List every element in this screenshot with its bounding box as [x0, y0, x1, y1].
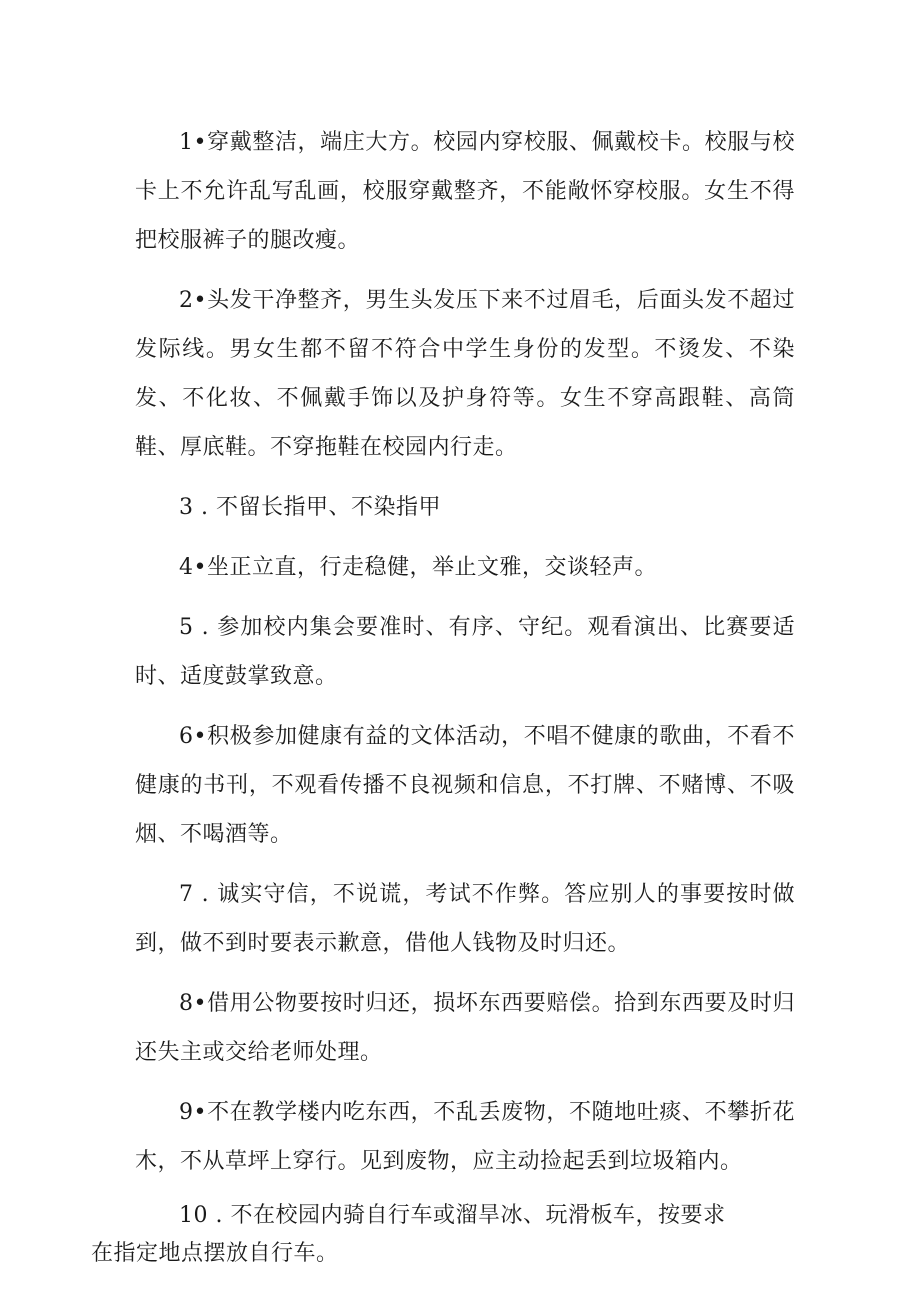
rule-10-line-2: 在指定地点摆放自行车。 — [91, 1241, 339, 1266]
rule-3: 3 . 不留长指甲、不染指甲 — [179, 495, 441, 520]
rule-5: 5 . 参加校内集会要准时、有序、守纪。观看演出、比赛要适时、适度鼓掌致意。 — [135, 615, 795, 689]
rule-6: 6•积极参加健康有益的文体活动，不唱不健康的歌曲，不看不健康的书刊，不观看传播不良视频和信息，不打牌、不赌博、不吸烟、不喝酒等。 — [135, 724, 795, 847]
rule-8: 8•借用公物要按时归还，损坏东西要赔偿。拾到东西要及时归还失主或交给老师处理。 — [135, 991, 795, 1065]
rule-10-line-1: 10 . 不在校园内骑自行车或溜旱冰、玩滑板车，按要求 — [179, 1203, 726, 1228]
document-page — [91, 118, 795, 1284]
rule-2: 2•头发干净整齐，男生头发压下来不过眉毛，后面头发不超过发际线。男女生都不留不符合中学生身份的发型。不烫发、不染发、不化妆、不佩戴手饰以及护身符等。女生不穿高跟鞋、高筒鞋、厚底鞋。不穿拖鞋在校园内行走。 — [135, 288, 795, 460]
rule-7: 7 . 诚实守信，不说谎，考试不作弊。答应别人的事要按时做到，做不到时要表示歉意，借他人钱物及时归还。 — [135, 882, 795, 956]
rule-9: 9•不在教学楼内吃东西，不乱丢废物，不随地吐痰、不攀折花木，不从草坪上穿行。见到废物，应主动捡起丢到垃圾箱内。 — [135, 1100, 795, 1174]
rule-4: 4•坐正立直，行走稳健，举止文雅，交谈轻声。 — [179, 555, 657, 580]
rule-1: 1•穿戴整洁，端庄大方。校园内穿校服、佩戴校卡。校服与校卡上不允许乱写乱画，校服穿戴整齐，不能敞怀穿校服。女生不得把校服裤子的腿改瘦。 — [135, 130, 795, 253]
rule-10 — [91, 1197, 795, 1273]
